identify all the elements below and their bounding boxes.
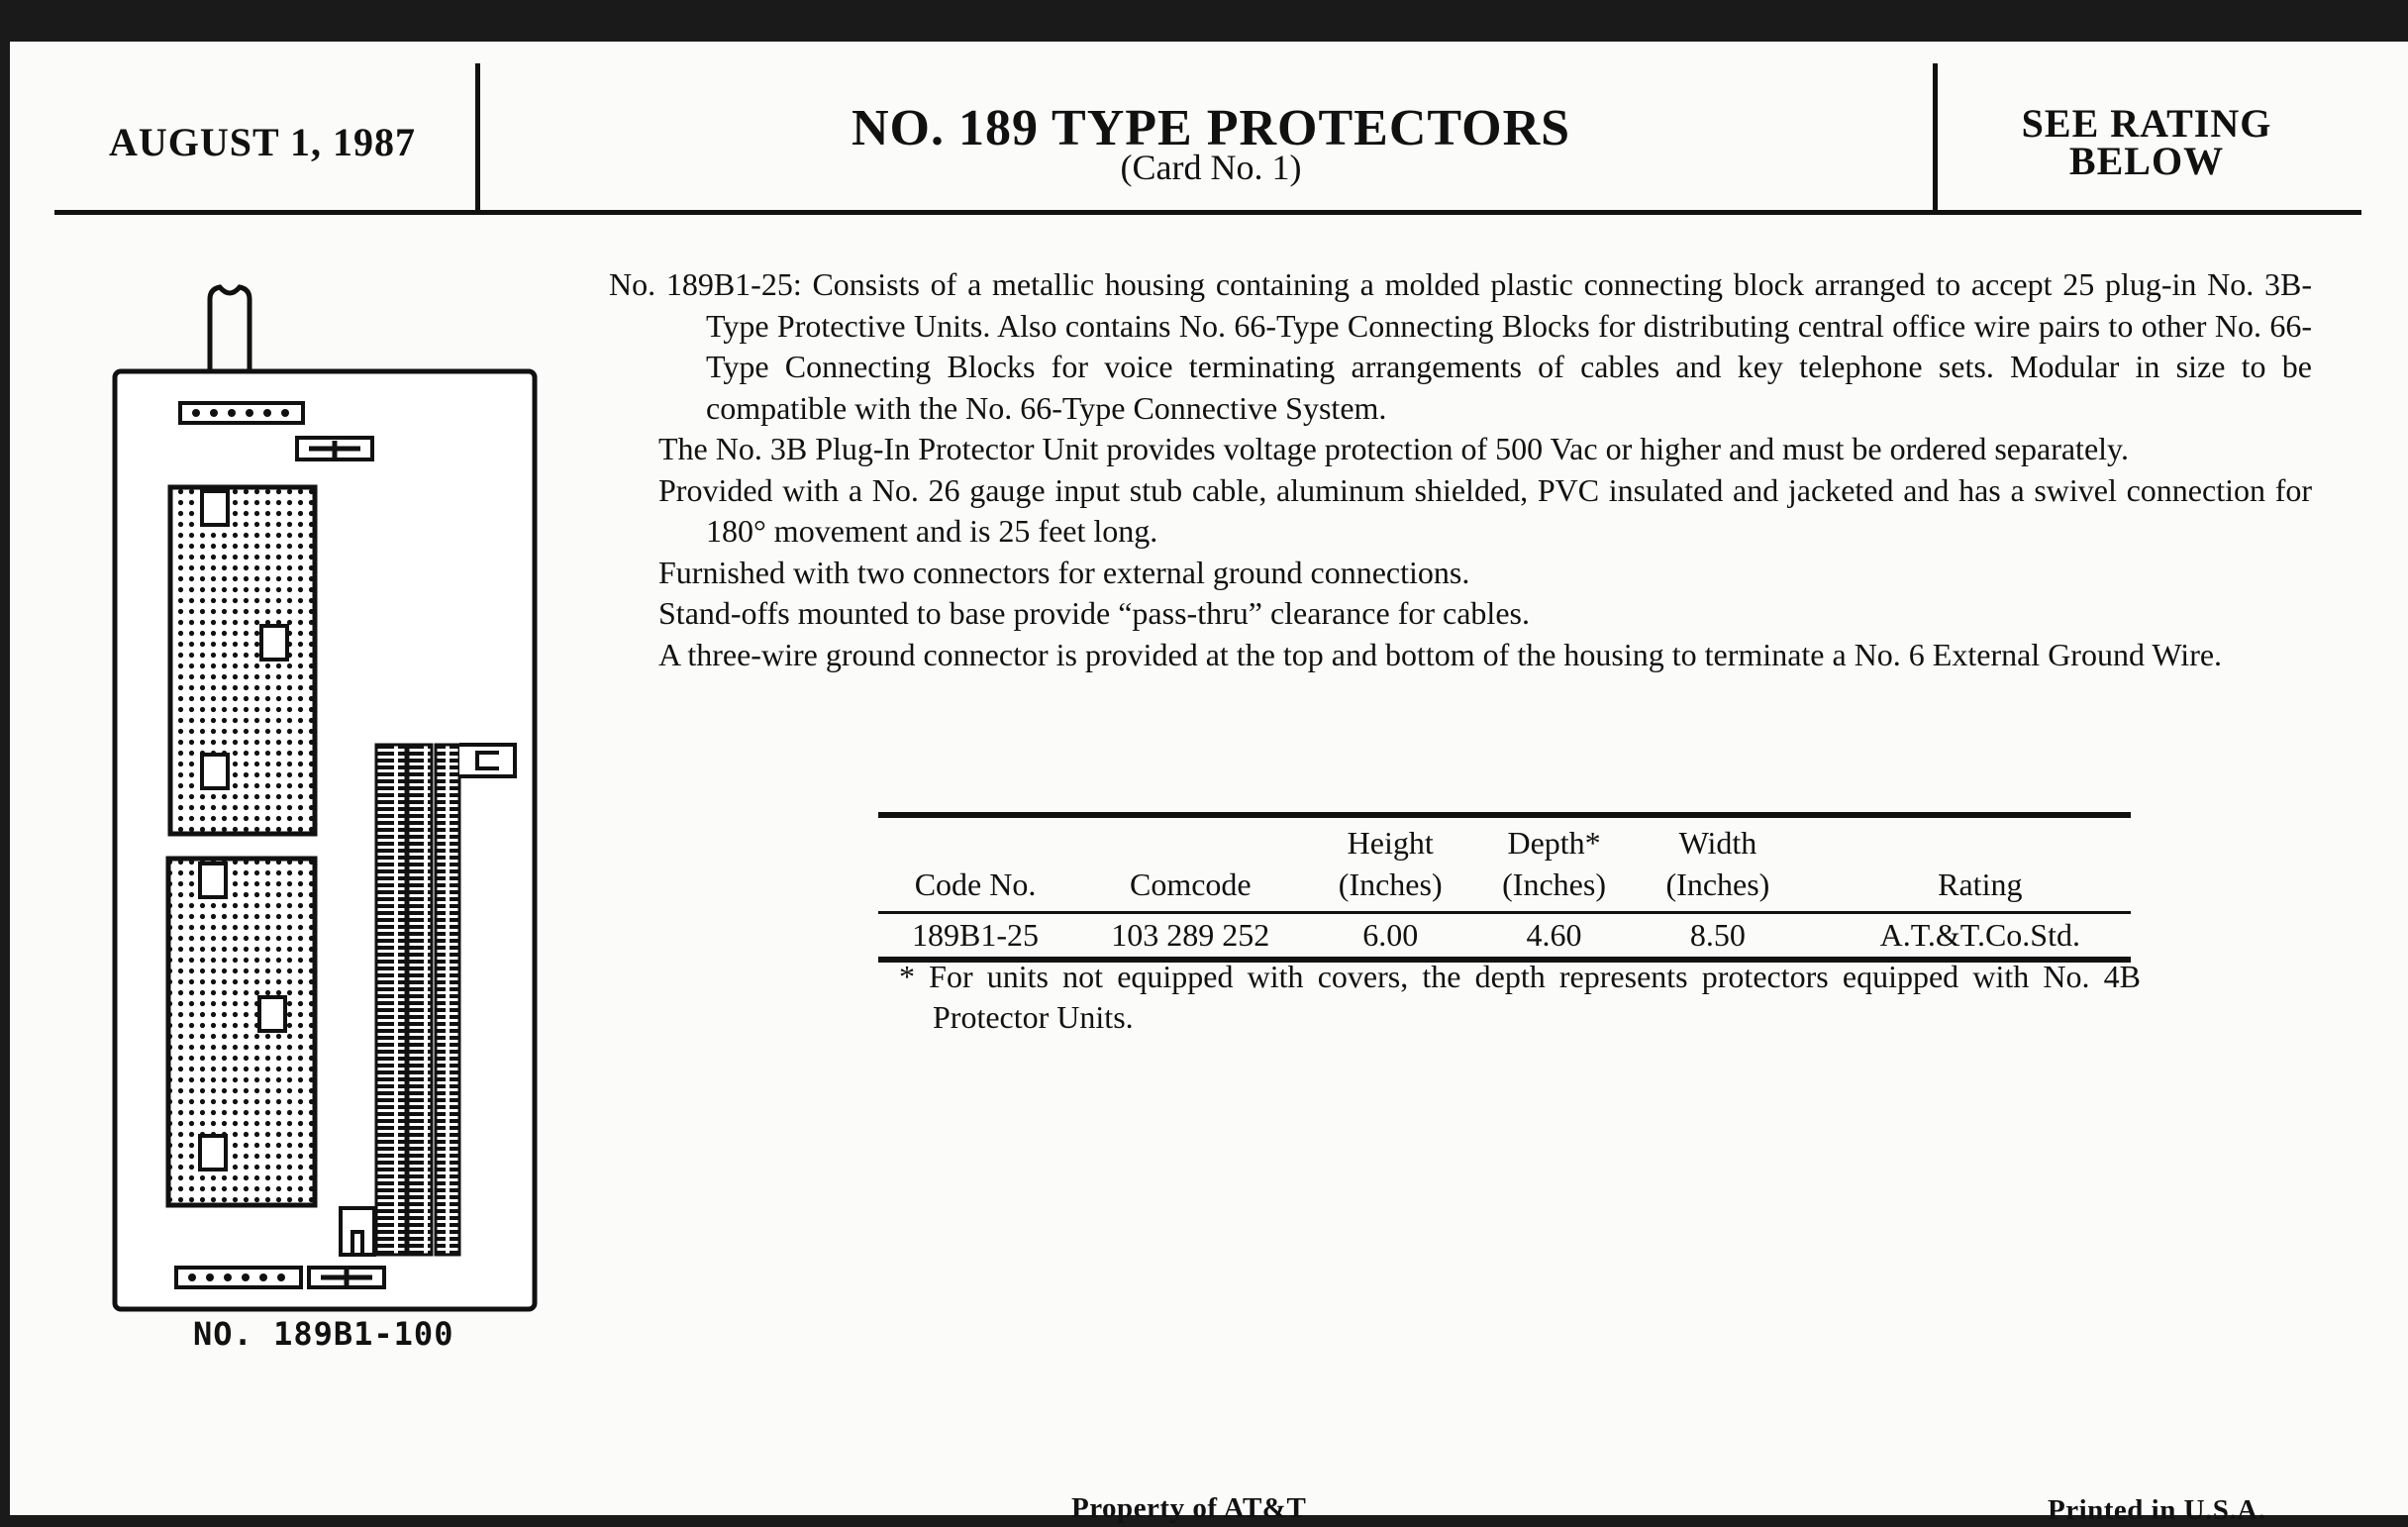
table-cell: 4.60 — [1526, 917, 1582, 953]
header-divider-right — [1933, 63, 1938, 212]
description-paragraph: A three-wire ground connector is provided at the top and bottom of the housing to terminate a No. 6 External Ground Wire. — [658, 636, 2223, 672]
header-rating — [1949, 101, 2345, 183]
table-cell: 189B1-25 — [912, 917, 1040, 953]
column-header-depth: Depth* (Inches) — [1472, 815, 1636, 913]
description-paragraph: Stand-offs mounted to base provide “pass-thru” clearance for cables. — [658, 595, 1530, 631]
table-cell: A.T.&T.Co.Std. — [1879, 917, 2080, 953]
header-date: AUGUST 1, 1987 — [109, 120, 416, 164]
header-rule — [54, 210, 2361, 215]
drawing-label: NO. 189B1-100 — [193, 1315, 454, 1353]
protector-housing-drawing-icon — [99, 279, 554, 1319]
header-divider-left — [475, 63, 480, 212]
column-header-height: Height (Inches) — [1309, 815, 1472, 913]
table-footnote: * For units not equipped with covers, the depth represents protectors equipped with No. 4B Protector Units. — [899, 959, 2141, 1035]
description-paragraph: Furnished with two connectors for external ground connections. — [658, 554, 1470, 590]
table-header-row — [878, 815, 2131, 913]
footer-printed: Printed in U.S.A. — [2048, 1494, 2266, 1526]
description-paragraph: No. 189B1-25: Consists of a metallic housing containing a molded plastic connecting block arranged to accept 25 plug-in No. 3B-Type Protective Units. Also contains No. 66-Type Connecting Blocks for distributing central office wire pairs to other No. 66-Type Connecting Blocks for voice terminating arrangements of cables and key telephone sets. Modular in size to be compatible with the No. 66-Type Connective System. — [609, 266, 2312, 426]
table-cell: 8.50 — [1689, 917, 1746, 953]
catalog-card — [10, 42, 2408, 1526]
column-header-comcode: Comcode — [1072, 815, 1308, 913]
column-header-code: Code No. — [878, 815, 1072, 913]
header-rating-line1: SEE RATING — [2021, 101, 2272, 146]
table-cell: 103 289 252 — [1111, 917, 1270, 953]
spec-table — [878, 812, 2131, 963]
table-row — [878, 913, 2131, 961]
header-rating-line2: BELOW — [2068, 139, 2225, 183]
column-header-width: Width (Inches) — [1636, 815, 1799, 913]
description — [609, 264, 2312, 675]
description-paragraph: Provided with a No. 26 gauge input stub cable, aluminum shielded, PVC insulated and jacketed and has a swivel connection for 180° movement and is 25 feet long. — [658, 471, 2312, 549]
column-header-rating: Rating — [1800, 815, 2131, 913]
page-subtitle: (Card No. 1) — [1120, 148, 1302, 187]
page-title: NO. 189 TYPE PROTECTORS — [851, 100, 1571, 156]
footer-property: Property of AT&T — [1071, 1492, 1307, 1524]
table-cell: 6.00 — [1362, 917, 1419, 953]
description-paragraph: The No. 3B Plug-In Protector Unit provides voltage protection of 500 Vac or higher and must be ordered separately. — [658, 431, 2129, 466]
